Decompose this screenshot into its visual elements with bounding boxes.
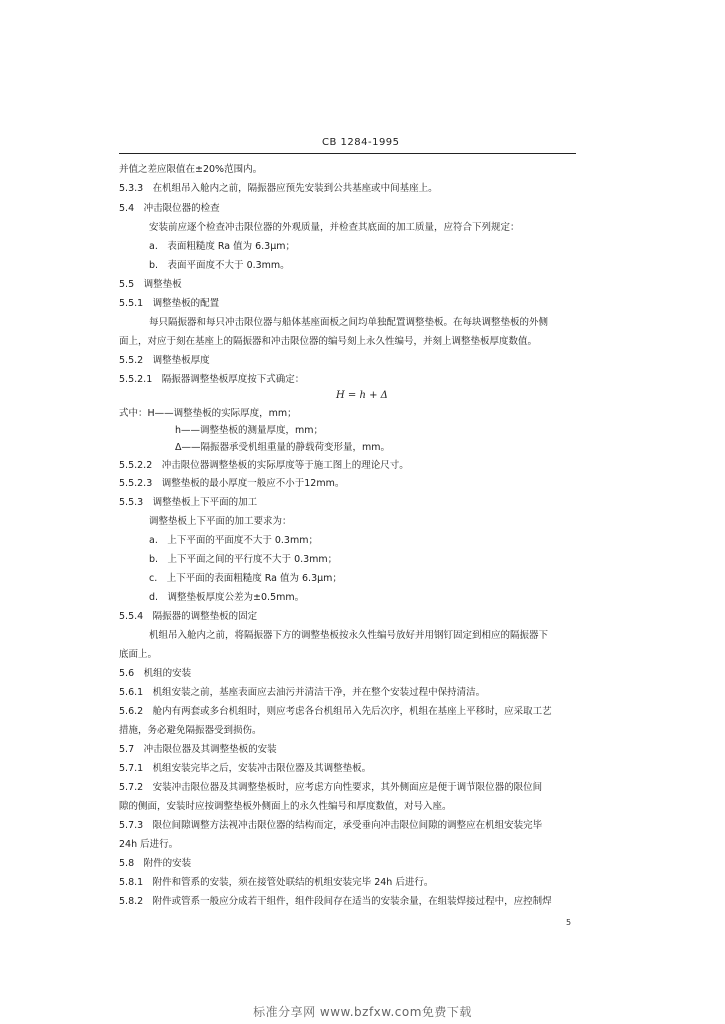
formula-legend: 式中：H——调整垫板的实际厚度，mm；: [119, 408, 297, 419]
heading-5-5-1: 5.5.1 调整垫板的配置: [119, 298, 220, 309]
heading-5-8: 5.8 附件的安装: [119, 858, 192, 869]
list-item: b. 上下平面之间的平行度不大于 0.3mm；: [149, 554, 338, 565]
clause-5-5-2-1: 5.5.2.1 隔振器调整垫板厚度按下式确定：: [119, 374, 305, 385]
formula-legend: Δ——隔振器承受机组重量的静载荷变形量，mm。: [175, 442, 391, 453]
heading-5-5-4: 5.5.4 隔振器的调整垫板的固定: [119, 611, 258, 622]
list-item: c. 上下平面的表面粗糙度 Ra 值为 6.3μm；: [149, 573, 342, 584]
text-line: 安装前应逐个检查冲击限位器的外观质量，并检查其底面的加工质量，应符合下列规定：: [149, 222, 520, 233]
list-item: d. 调整垫板厚度公差为±0.5mm。: [149, 592, 305, 603]
clause-5-5-2-3: 5.5.2.3 调整垫板的最小厚度一般应不小于12mm。: [119, 478, 345, 489]
document-code-header: CB 1284-1995: [322, 137, 400, 148]
clause-5-7-1: 5.7.1 机组安装完毕之后，安装冲击限位器及其调整垫板。: [119, 763, 372, 774]
list-item: b. 表面平面度不大于 0.3mm。: [149, 260, 290, 271]
footer-watermark: 标准分享网 www.bzfxw.com免费下载: [253, 1005, 472, 1019]
page-number: 5: [566, 918, 572, 927]
list-item: a. 上下平面的平面度不大于 0.3mm；: [149, 535, 318, 546]
text-line: 每只隔振器和每只冲击限位器与船体基座面板之间均单独配置调整垫板。在每块调整垫板的外侧: [149, 317, 549, 328]
text-line: 24h 后进行。: [119, 839, 179, 850]
clause-5-7-2: 5.7.2 安装冲击限位器及其调整垫板时，应考虑方向性要求，其外侧面应是便于调节限位器的限位间: [119, 782, 543, 793]
clause-5-6-1: 5.6.1 机组安装之前，基座表面应去油污并清洁干净，并在整个安装过程中保持清洁。: [119, 687, 486, 698]
text-line: 措施，务必避免隔振器受到损伤。: [119, 725, 262, 736]
text-line: 隙的侧面，安装时应按调整垫板外侧面上的永久性编号和厚度数值，对号入座。: [119, 801, 452, 812]
text-line: 底面上。: [119, 649, 158, 660]
text-line: 调整垫板上下平面的加工要求为：: [149, 516, 292, 527]
text-line: 面上，对应于刻在基座上的隔振器和冲击限位器的编号刻上永久性编号，并刻上调整垫板厚度数值。: [119, 336, 538, 347]
thickness-formula: H = h + Δ: [336, 390, 388, 401]
heading-5-5: 5.5 调整垫板: [119, 279, 182, 290]
clause-5-5-2-2: 5.5.2.2 冲击限位器调整垫板的实际厚度等于施工图上的理论尺寸。: [119, 460, 409, 471]
heading-5-5-3: 5.5.3 调整垫板上下平面的加工: [119, 497, 258, 508]
clause-5-8-1: 5.8.1 附件和管系的安装，须在接管处联结的机组安装完毕 24h 后进行。: [119, 877, 434, 888]
clause-5-3-3: 5.3.3 在机组吊入舱内之前，隔振器应预先安装到公共基座或中间基座上。: [119, 183, 438, 194]
clause-5-8-2: 5.8.2 附件或管系一般应分成若干组件，组件段间存在适当的安装余量，在组装焊接过程中，应控制焊: [119, 896, 552, 907]
header-rule: [119, 153, 576, 154]
heading-5-4: 5.4 冲击限位器的检查: [119, 203, 220, 214]
text-line: 并值之差应限值在±20%范围内。: [119, 164, 263, 175]
list-item: a. 表面粗糙度 Ra 值为 6.3μm；: [149, 241, 296, 252]
clause-5-6-2: 5.6.2 舱内有两套或多台机组时，则应考虑各台机组吊入先后次序，机组在基座上平移时，应采取工艺: [119, 706, 552, 717]
heading-5-5-2: 5.5.2 调整垫板厚度: [119, 355, 210, 366]
heading-5-6: 5.6 机组的安装: [119, 668, 192, 679]
text-line: 机组吊入舱内之前，将隔振器下方的调整垫板按永久性编号放好并用钢钉固定到相应的隔振器下: [149, 630, 549, 641]
clause-5-7-3: 5.7.3 限位间隙调整方法视冲击限位器的结构而定，承受垂向冲击限位间隙的调整应在机组安装完毕: [119, 820, 543, 831]
heading-5-7: 5.7 冲击限位器及其调整垫板的安装: [119, 744, 277, 755]
formula-legend: h——调整垫板的测量厚度，mm；: [175, 425, 324, 436]
